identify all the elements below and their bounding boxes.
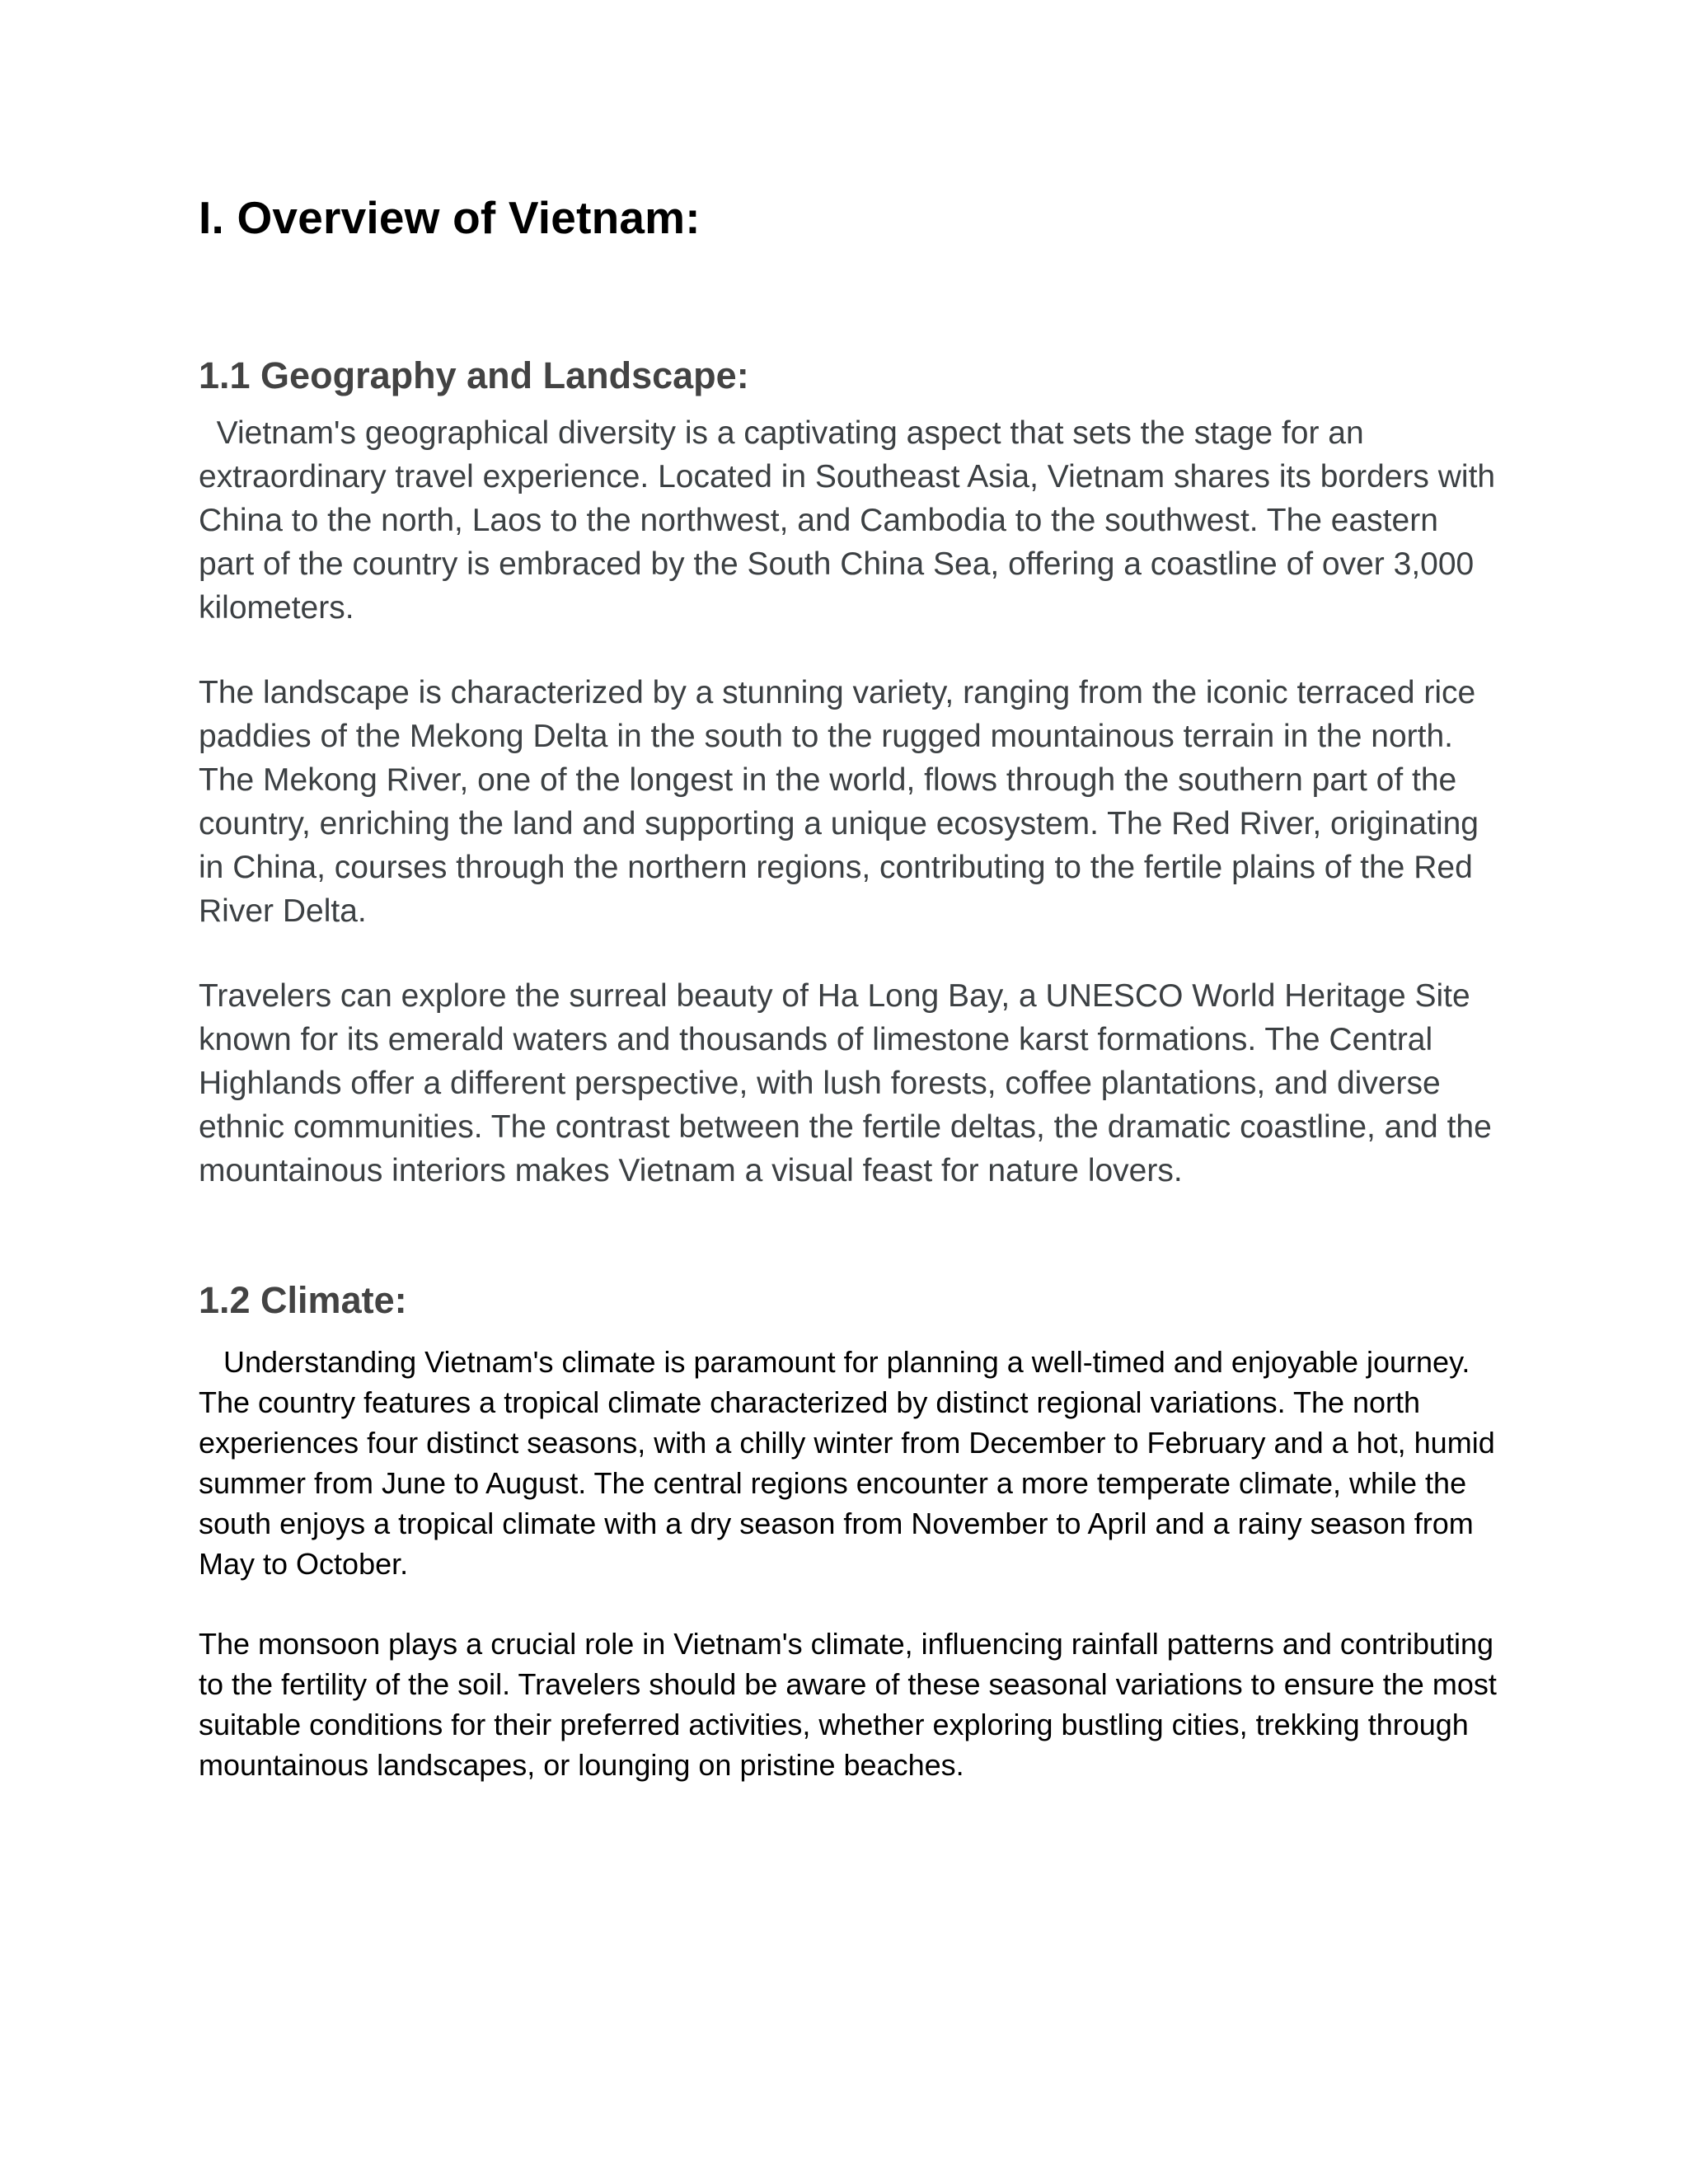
- section-title-climate: 1.2 Climate:: [199, 1279, 407, 1321]
- paragraph-geography-1: Vietnam's geographical diversity is a captivating aspect that sets the stage for an extraordinary travel experience. Located in Southeast Asia, Vietnam shares its borders with China to the north, Laos to the northwest, and Cambodia to the southwest. The eastern part of the country is embraced by the South China Sea, offering a coastline of over 3,000 kilometers.: [199, 415, 1504, 626]
- paragraph-geography-2: The landscape is characterized by a stunning variety, ranging from the iconic terraced rice paddies of the Mekong Delta in the south to the rugged mountainous terrain in the north. The Mekong River, one of the longest in the world, flows through the southern part of the country, enriching the land and supporting a unique ecosystem. The Red River, originating in China, courses through the northern regions, contributing to the fertile plains of the Red River Delta.: [199, 675, 1479, 929]
- page-title: I. Overview of Vietnam:: [199, 192, 701, 243]
- section-title-geography: 1.1 Geography and Landscape:: [199, 354, 749, 396]
- paragraph-climate-2: The monsoon plays a crucial role in Vietnam's climate, influencing rainfall patterns and contributing to the fertility of the soil. Travelers should be aware of these seasonal variations to ensure the most suitable conditions for their preferred activities, whether exploring bustling cities, trekking through mountainous landscapes, or lounging on pristine beaches.: [199, 1627, 1497, 1782]
- paragraph-climate-1: Understanding Vietnam's climate is paramount for planning a well-timed and enjoyable journey. The country features a tropical climate characterized by distinct regional variations. The north experiences four distinct seasons, with a chilly winter from December to February and a hot, humid summer from June to August. The central regions encounter a more temperate climate, while the south enjoys a tropical climate with a dry season from November to April and a rainy season from May to October.: [199, 1345, 1503, 1581]
- paragraph-geography-3: Travelers can explore the surreal beauty of Ha Long Bay, a UNESCO World Heritage Site known for its emerald waters and thousands of limestone karst formations. The Central Highlands offer a different perspective, with lush forests, coffee plantations, and diverse ethnic communities. The contrast between the fertile deltas, the dramatic coastline, and the mountainous interiors makes Vietnam a visual feast for nature lovers.: [199, 978, 1492, 1188]
